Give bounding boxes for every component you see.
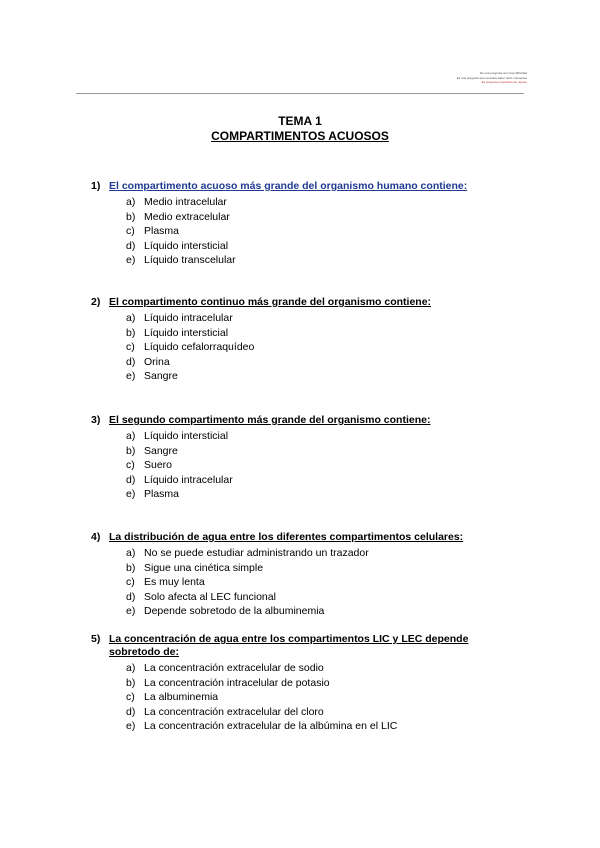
option-text: Líquido transcelular [144,254,236,267]
option-text: No se puede estudiar administrando un trazador [144,547,369,559]
option-letter: c) [126,341,135,354]
option-item [126,487,511,502]
document-title-block [0,114,600,144]
question-text: El segundo compartimento más grande del organismo contiene: [109,414,431,426]
question-number: 4) [91,531,101,543]
option-item [126,429,511,444]
question-text: La distribución de agua entre los diferentes compartimentos celulares: [109,531,464,543]
question-header [91,296,511,309]
option-text: Líquido intersticial [144,239,229,252]
question-2 [91,296,511,384]
option-item [126,195,511,210]
option-text: Plasma [144,488,180,501]
option-item [126,590,511,605]
legend-note-difficulty: Es una pregunta con mas dificultad [480,71,527,75]
question-header [91,180,511,193]
option-text: Sangre [144,370,178,383]
option-letter: b) [126,326,136,339]
option-letter: d) [126,355,136,368]
option-text: Líquido intracelular [144,473,233,486]
option-letter: a) [126,547,136,559]
option-item [126,444,511,459]
option-text: Depende sobretodo de la albuminemia [144,605,325,618]
option-item [126,239,511,254]
option-letter: b) [126,561,136,574]
option-text: Plasma [144,225,180,238]
question-number: 3) [91,414,101,426]
question-number: 1) [91,180,101,192]
option-item [126,705,511,720]
option-letter: e) [126,370,136,383]
option-item [126,575,511,590]
question-text: La concentración de agua entre los compartimentos LIC y LEC depende sobretodo de: [109,633,469,658]
option-item [126,224,511,239]
option-item [126,690,511,705]
option-item [126,661,511,676]
option-letter: c) [126,691,135,704]
question-text: El compartimento acuoso más grande del organismo humano contiene: [109,180,468,192]
option-item [126,604,511,619]
option-letter: e) [126,488,136,501]
option-item [126,340,511,355]
option-text: Sigue una cinética simple [144,561,264,574]
option-text: Orina [144,355,170,368]
option-text: Medio intracelular [144,196,227,208]
option-text: Líquido intracelular [144,312,233,324]
option-text: Medio extracelular [144,210,230,223]
option-item [126,326,511,341]
question-header [91,531,511,544]
legend-note-review: Es pregunta importante de repaso [481,80,527,85]
option-text: La concentración intracelular de potasio [144,676,330,689]
option-text: La concentración extracelular de sodio [144,662,324,674]
option-letter: a) [126,312,136,324]
option-text: Líquido intersticial [144,326,229,339]
header-legend [457,71,527,85]
option-text: Suero [144,459,173,472]
question-number: 2) [91,296,101,308]
option-letter: d) [126,590,136,603]
option-letter: c) [126,459,135,472]
option-letter: a) [126,430,136,442]
option-text: La concentración extracelular de la albúmina en el LIC [144,720,398,733]
question-3 [91,414,511,502]
question-header [91,633,511,659]
option-text: Solo afecta al LEC funcional [144,590,276,603]
question-1 [91,180,511,268]
option-letter: e) [126,254,136,267]
question-number: 5) [91,633,101,645]
option-letter: d) [126,239,136,252]
question-4 [91,531,511,619]
option-item [126,719,511,734]
option-list [126,195,511,268]
option-item [126,253,511,268]
option-item [126,546,511,561]
option-text: La concentración extracelular del cloro [144,705,324,718]
legend-note-concepts: Es una pregunta que necesita saber otros conceptos [456,75,527,80]
option-letter: a) [126,196,136,208]
option-letter: e) [126,720,136,733]
option-item [126,458,511,473]
option-letter: e) [126,605,136,618]
option-list [126,546,511,619]
option-text: Líquido cefalorraquídeo [144,341,255,354]
option-text: Líquido intersticial [144,430,229,442]
header-divider [76,93,524,94]
option-letter: c) [126,225,135,238]
option-item [126,676,511,691]
option-letter: c) [126,576,135,589]
document-subtitle: COMPARTIMENTOS ACUOSOS [211,129,389,143]
option-text: Sangre [144,444,178,457]
option-text: Es muy lenta [144,576,205,589]
option-item [126,355,511,370]
option-text: La albuminemia [144,691,219,704]
option-letter: d) [126,705,136,718]
question-text: El compartimento continuo más grande del organismo contiene: [109,296,432,308]
document-title: TEMA 1 [278,114,322,128]
option-list [126,661,511,734]
option-letter: b) [126,210,136,223]
option-letter: b) [126,444,136,457]
question-5 [91,633,511,734]
option-list [126,311,511,384]
option-item [126,473,511,488]
option-list [126,429,511,502]
option-letter: b) [126,676,136,689]
option-letter: a) [126,662,136,674]
option-item [126,311,511,326]
question-header [91,414,511,427]
option-item [126,561,511,576]
option-item [126,369,511,384]
option-item [126,210,511,225]
option-letter: d) [126,473,136,486]
